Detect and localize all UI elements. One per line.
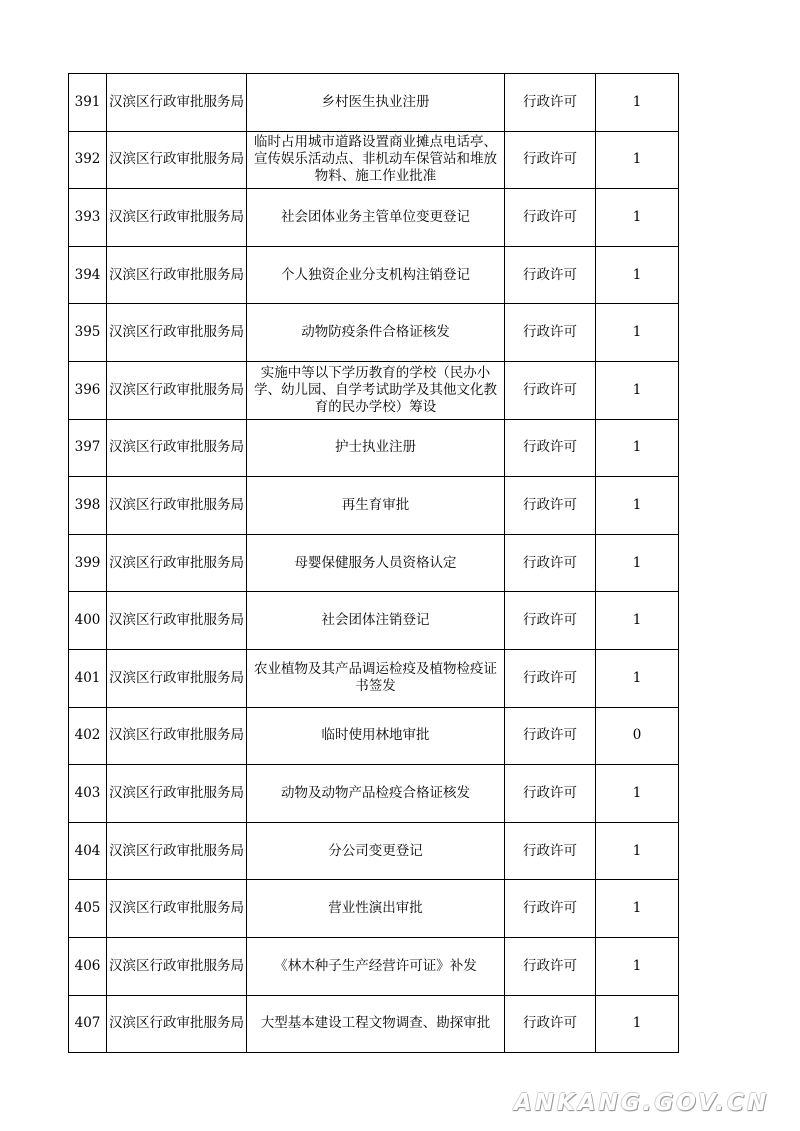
item-count: 1 [596,304,679,362]
item-count: 1 [596,937,679,995]
department-name: 汉滨区行政审批服务局 [107,995,247,1053]
table-row [69,74,679,132]
row-number: 400 [69,592,107,650]
row-number: 404 [69,822,107,880]
department-name: 汉滨区行政审批服务局 [107,189,247,247]
item-type: 行政许可 [505,304,596,362]
table-row [69,304,679,362]
row-number: 399 [69,534,107,592]
department-name: 汉滨区行政审批服务局 [107,419,247,477]
approval-item: 母婴保健服务人员资格认定 [247,534,505,592]
row-number: 406 [69,937,107,995]
item-count: 0 [596,707,679,765]
item-type: 行政许可 [505,189,596,247]
approval-item: 社会团体业务主管单位变更登记 [247,189,505,247]
item-count: 1 [596,880,679,938]
item-count: 1 [596,995,679,1053]
item-type: 行政许可 [505,246,596,304]
approval-item: 个人独资企业分支机构注销登记 [247,246,505,304]
department-name: 汉滨区行政审批服务局 [107,707,247,765]
approval-item: 动物及动物产品检疫合格证核发 [247,765,505,823]
item-type: 行政许可 [505,649,596,707]
item-type: 行政许可 [505,74,596,132]
row-number: 395 [69,304,107,362]
table-row [69,937,679,995]
table-row [69,534,679,592]
site-watermark: ANKANG.GOV.CN [514,1090,770,1116]
item-count: 1 [596,131,679,189]
department-name: 汉滨区行政审批服务局 [107,765,247,823]
row-number: 398 [69,477,107,535]
item-count: 1 [596,477,679,535]
row-number: 403 [69,765,107,823]
table-row [69,419,679,477]
table-row [69,995,679,1053]
approval-item: 社会团体注销登记 [247,592,505,650]
department-name: 汉滨区行政审批服务局 [107,880,247,938]
table-row [69,189,679,247]
row-number: 392 [69,131,107,189]
row-number: 402 [69,707,107,765]
item-count: 1 [596,649,679,707]
department-name: 汉滨区行政审批服务局 [107,937,247,995]
approval-item: 农业植物及其产品调运检疫及植物检疫证书签发 [247,649,505,707]
table-row [69,765,679,823]
row-number: 391 [69,74,107,132]
approval-item: 再生育审批 [247,477,505,535]
item-type: 行政许可 [505,937,596,995]
item-type: 行政许可 [505,534,596,592]
item-count: 1 [596,189,679,247]
table-row [69,880,679,938]
item-type: 行政许可 [505,361,596,419]
item-type: 行政许可 [505,419,596,477]
item-count: 1 [596,765,679,823]
item-count: 1 [596,534,679,592]
item-type: 行政许可 [505,995,596,1053]
approval-item: 动物防疫条件合格证核发 [247,304,505,362]
item-type: 行政许可 [505,592,596,650]
approval-item: 临时使用林地审批 [247,707,505,765]
department-name: 汉滨区行政审批服务局 [107,477,247,535]
row-number: 393 [69,189,107,247]
item-count: 1 [596,74,679,132]
approval-item: 临时占用城市道路设置商业摊点电话亭、宣传娱乐活动点、非机动车保管站和堆放物料、施工作业批准 [247,131,505,189]
item-type: 行政许可 [505,822,596,880]
item-count: 1 [596,361,679,419]
item-type: 行政许可 [505,707,596,765]
department-name: 汉滨区行政审批服务局 [107,361,247,419]
row-number: 407 [69,995,107,1053]
item-type: 行政许可 [505,477,596,535]
department-name: 汉滨区行政审批服务局 [107,131,247,189]
table-row [69,246,679,304]
approval-item: 营业性演出审批 [247,880,505,938]
table-row [69,361,679,419]
department-name: 汉滨区行政审批服务局 [107,74,247,132]
item-count: 1 [596,246,679,304]
department-name: 汉滨区行政审批服务局 [107,822,247,880]
row-number: 396 [69,361,107,419]
table-row [69,649,679,707]
row-number: 397 [69,419,107,477]
item-count: 1 [596,592,679,650]
item-type: 行政许可 [505,131,596,189]
approval-items-table [68,73,679,1053]
approval-item: 大型基本建设工程文物调查、勘探审批 [247,995,505,1053]
row-number: 401 [69,649,107,707]
row-number: 394 [69,246,107,304]
approval-item: 乡村医生执业注册 [247,74,505,132]
department-name: 汉滨区行政审批服务局 [107,649,247,707]
table-body [69,74,679,1053]
department-name: 汉滨区行政审批服务局 [107,304,247,362]
table-row [69,822,679,880]
item-type: 行政许可 [505,765,596,823]
department-name: 汉滨区行政审批服务局 [107,246,247,304]
item-count: 1 [596,822,679,880]
table-row [69,707,679,765]
table-row [69,477,679,535]
item-count: 1 [596,419,679,477]
item-type: 行政许可 [505,880,596,938]
department-name: 汉滨区行政审批服务局 [107,592,247,650]
table-row [69,592,679,650]
approval-item: 护士执业注册 [247,419,505,477]
row-number: 405 [69,880,107,938]
approval-item: 分公司变更登记 [247,822,505,880]
table-row [69,131,679,189]
approval-item: 《林木种子生产经营许可证》补发 [247,937,505,995]
approval-item: 实施中等以下学历教育的学校（民办小学、幼儿园、自学考试助学及其他文化教育的民办学校）筹设 [247,361,505,419]
department-name: 汉滨区行政审批服务局 [107,534,247,592]
